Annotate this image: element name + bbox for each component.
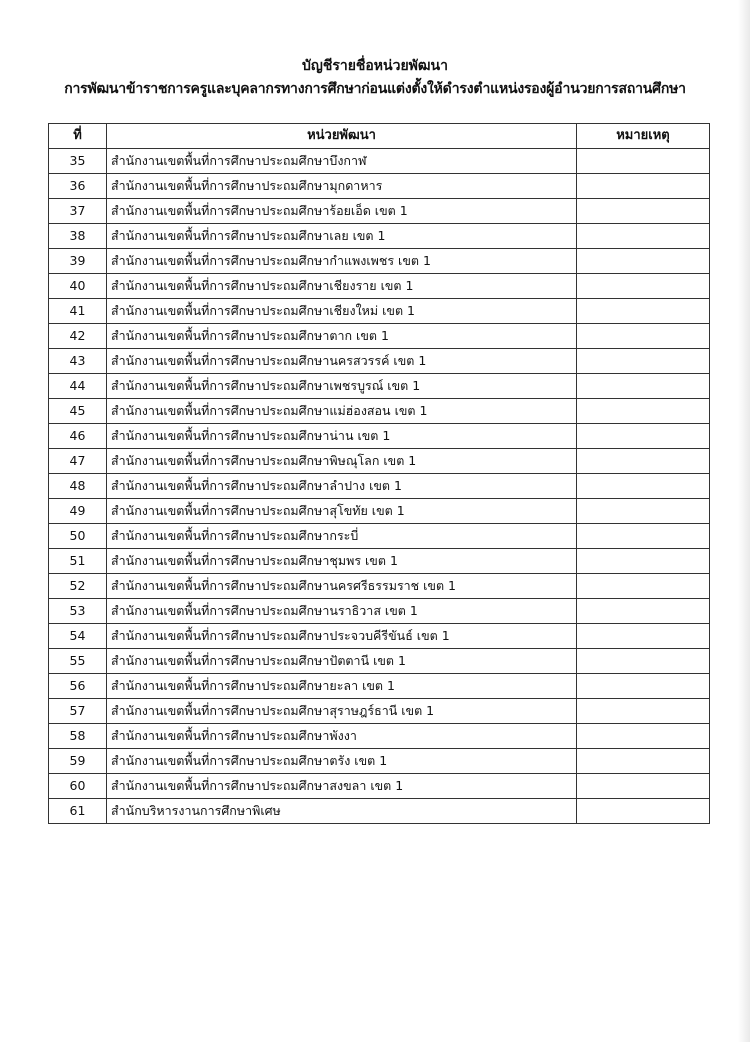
unit-name: สำนักงานเขตพื้นที่การศึกษาประถมศึกษาตรัง เขต 1 [107,749,577,774]
page-edge-shadow [738,0,750,1042]
table-row [49,499,710,524]
remark-cell [577,199,710,224]
remark-cell [577,274,710,299]
table-row [49,799,710,824]
table-row [49,749,710,774]
table-row [49,574,710,599]
table-row [49,724,710,749]
row-number: 58 [49,724,107,749]
unit-name: สำนักงานเขตพื้นที่การศึกษาประถมศึกษาสุโขทัย เขต 1 [107,499,577,524]
remark-cell [577,649,710,674]
table-row [49,524,710,549]
remark-cell [577,624,710,649]
row-number: 39 [49,249,107,274]
row-number: 59 [49,749,107,774]
table-row [49,474,710,499]
unit-name: สำนักงานเขตพื้นที่การศึกษาประถมศึกษาสุราษฎร์ธานี เขต 1 [107,699,577,724]
table-row [49,424,710,449]
unit-name: สำนักงานเขตพื้นที่การศึกษาประถมศึกษาเชียงราย เขต 1 [107,274,577,299]
row-number: 40 [49,274,107,299]
table-row [49,199,710,224]
table-row [49,549,710,574]
remark-cell [577,324,710,349]
table-row [49,149,710,174]
remark-cell [577,524,710,549]
table-body [49,149,710,824]
unit-name: สำนักงานเขตพื้นที่การศึกษาประถมศึกษาประจวบคีรีขันธ์ เขต 1 [107,624,577,649]
table-row [49,624,710,649]
unit-name: สำนักงานเขตพื้นที่การศึกษาประถมศึกษานราธิวาส เขต 1 [107,599,577,624]
remark-cell [577,724,710,749]
row-number: 57 [49,699,107,724]
unit-name: สำนักงานเขตพื้นที่การศึกษาประถมศึกษาลำปาง เขต 1 [107,474,577,499]
remark-cell [577,149,710,174]
header-unit: หน่วยพัฒนา [107,124,577,149]
header-remark: หมายเหตุ [577,124,710,149]
unit-name: สำนักงานเขตพื้นที่การศึกษาประถมศึกษาบึงกาฬ [107,149,577,174]
unit-name: สำนักงานเขตพื้นที่การศึกษาประถมศึกษามุกดาหาร [107,174,577,199]
unit-name: สำนักงานเขตพื้นที่การศึกษาประถมศึกษากระบี่ [107,524,577,549]
unit-name: สำนักงานเขตพื้นที่การศึกษาประถมศึกษานครศรีธรรมราช เขต 1 [107,574,577,599]
row-number: 47 [49,449,107,474]
remark-cell [577,774,710,799]
remark-cell [577,449,710,474]
unit-name: สำนักงานเขตพื้นที่การศึกษาประถมศึกษาตาก เขต 1 [107,324,577,349]
remark-cell [577,424,710,449]
remark-cell [577,374,710,399]
unit-name: สำนักงานเขตพื้นที่การศึกษาประถมศึกษาพังงา [107,724,577,749]
table-row [49,299,710,324]
row-number: 56 [49,674,107,699]
row-number: 50 [49,524,107,549]
table-row [49,674,710,699]
table-row [49,374,710,399]
unit-name: สำนักงานเขตพื้นที่การศึกษาประถมศึกษาเลย เขต 1 [107,224,577,249]
header-no: ที่ [49,124,107,149]
table-row [49,349,710,374]
row-number: 44 [49,374,107,399]
unit-name: สำนักงานเขตพื้นที่การศึกษาประถมศึกษาเชียงใหม่ เขต 1 [107,299,577,324]
remark-cell [577,224,710,249]
row-number: 35 [49,149,107,174]
remark-cell [577,349,710,374]
document-title: บัญชีรายชื่อหน่วยพัฒนา [302,58,448,74]
table-row [49,699,710,724]
row-number: 53 [49,599,107,624]
row-number: 46 [49,424,107,449]
document-subtitle: การพัฒนาข้าราชการครูและบุคลากรทางการศึกษาก่อนแต่งตั้งให้ดำรงตำแหน่งรองผู้อำนวยการสถานศึกษา [64,81,686,97]
remark-cell [577,474,710,499]
table-header-row [49,124,710,149]
row-number: 51 [49,549,107,574]
unit-name: สำนักงานเขตพื้นที่การศึกษาประถมศึกษาร้อยเอ็ด เขต 1 [107,199,577,224]
table-row [49,324,710,349]
table-row [49,774,710,799]
row-number: 38 [49,224,107,249]
remark-cell [577,549,710,574]
unit-name: สำนักงานเขตพื้นที่การศึกษาประถมศึกษานครสวรรค์ เขต 1 [107,349,577,374]
table-row [49,449,710,474]
table-row [49,174,710,199]
unit-name: สำนักงานเขตพื้นที่การศึกษาประถมศึกษาชุมพร เขต 1 [107,549,577,574]
remark-cell [577,674,710,699]
table-row [49,399,710,424]
table-row [49,599,710,624]
row-number: 42 [49,324,107,349]
unit-name: สำนักงานเขตพื้นที่การศึกษาประถมศึกษากำแพงเพชร เขต 1 [107,249,577,274]
unit-name: สำนักงานเขตพื้นที่การศึกษาประถมศึกษาพิษณุโลก เขต 1 [107,449,577,474]
unit-name: สำนักบริหารงานการศึกษาพิเศษ [107,799,577,824]
remark-cell [577,399,710,424]
unit-name: สำนักงานเขตพื้นที่การศึกษาประถมศึกษาเพชรบูรณ์ เขต 1 [107,374,577,399]
remark-cell [577,749,710,774]
remark-cell [577,499,710,524]
table-row [49,249,710,274]
remark-cell [577,574,710,599]
table-row [49,649,710,674]
unit-name: สำนักงานเขตพื้นที่การศึกษาประถมศึกษาแม่ฮ่องสอน เขต 1 [107,399,577,424]
row-number: 45 [49,399,107,424]
row-number: 37 [49,199,107,224]
development-units-table [48,123,710,824]
remark-cell [577,174,710,199]
unit-name: สำนักงานเขตพื้นที่การศึกษาประถมศึกษาสงขลา เขต 1 [107,774,577,799]
row-number: 61 [49,799,107,824]
row-number: 52 [49,574,107,599]
remark-cell [577,699,710,724]
row-number: 43 [49,349,107,374]
row-number: 48 [49,474,107,499]
row-number: 41 [49,299,107,324]
row-number: 55 [49,649,107,674]
remark-cell [577,299,710,324]
row-number: 49 [49,499,107,524]
remark-cell [577,799,710,824]
row-number: 60 [49,774,107,799]
row-number: 54 [49,624,107,649]
remark-cell [577,249,710,274]
row-number: 36 [49,174,107,199]
unit-name: สำนักงานเขตพื้นที่การศึกษาประถมศึกษายะลา เขต 1 [107,674,577,699]
remark-cell [577,599,710,624]
unit-name: สำนักงานเขตพื้นที่การศึกษาประถมศึกษาน่าน เขต 1 [107,424,577,449]
table-row [49,274,710,299]
table-row [49,224,710,249]
unit-name: สำนักงานเขตพื้นที่การศึกษาประถมศึกษาปัตตานี เขต 1 [107,649,577,674]
